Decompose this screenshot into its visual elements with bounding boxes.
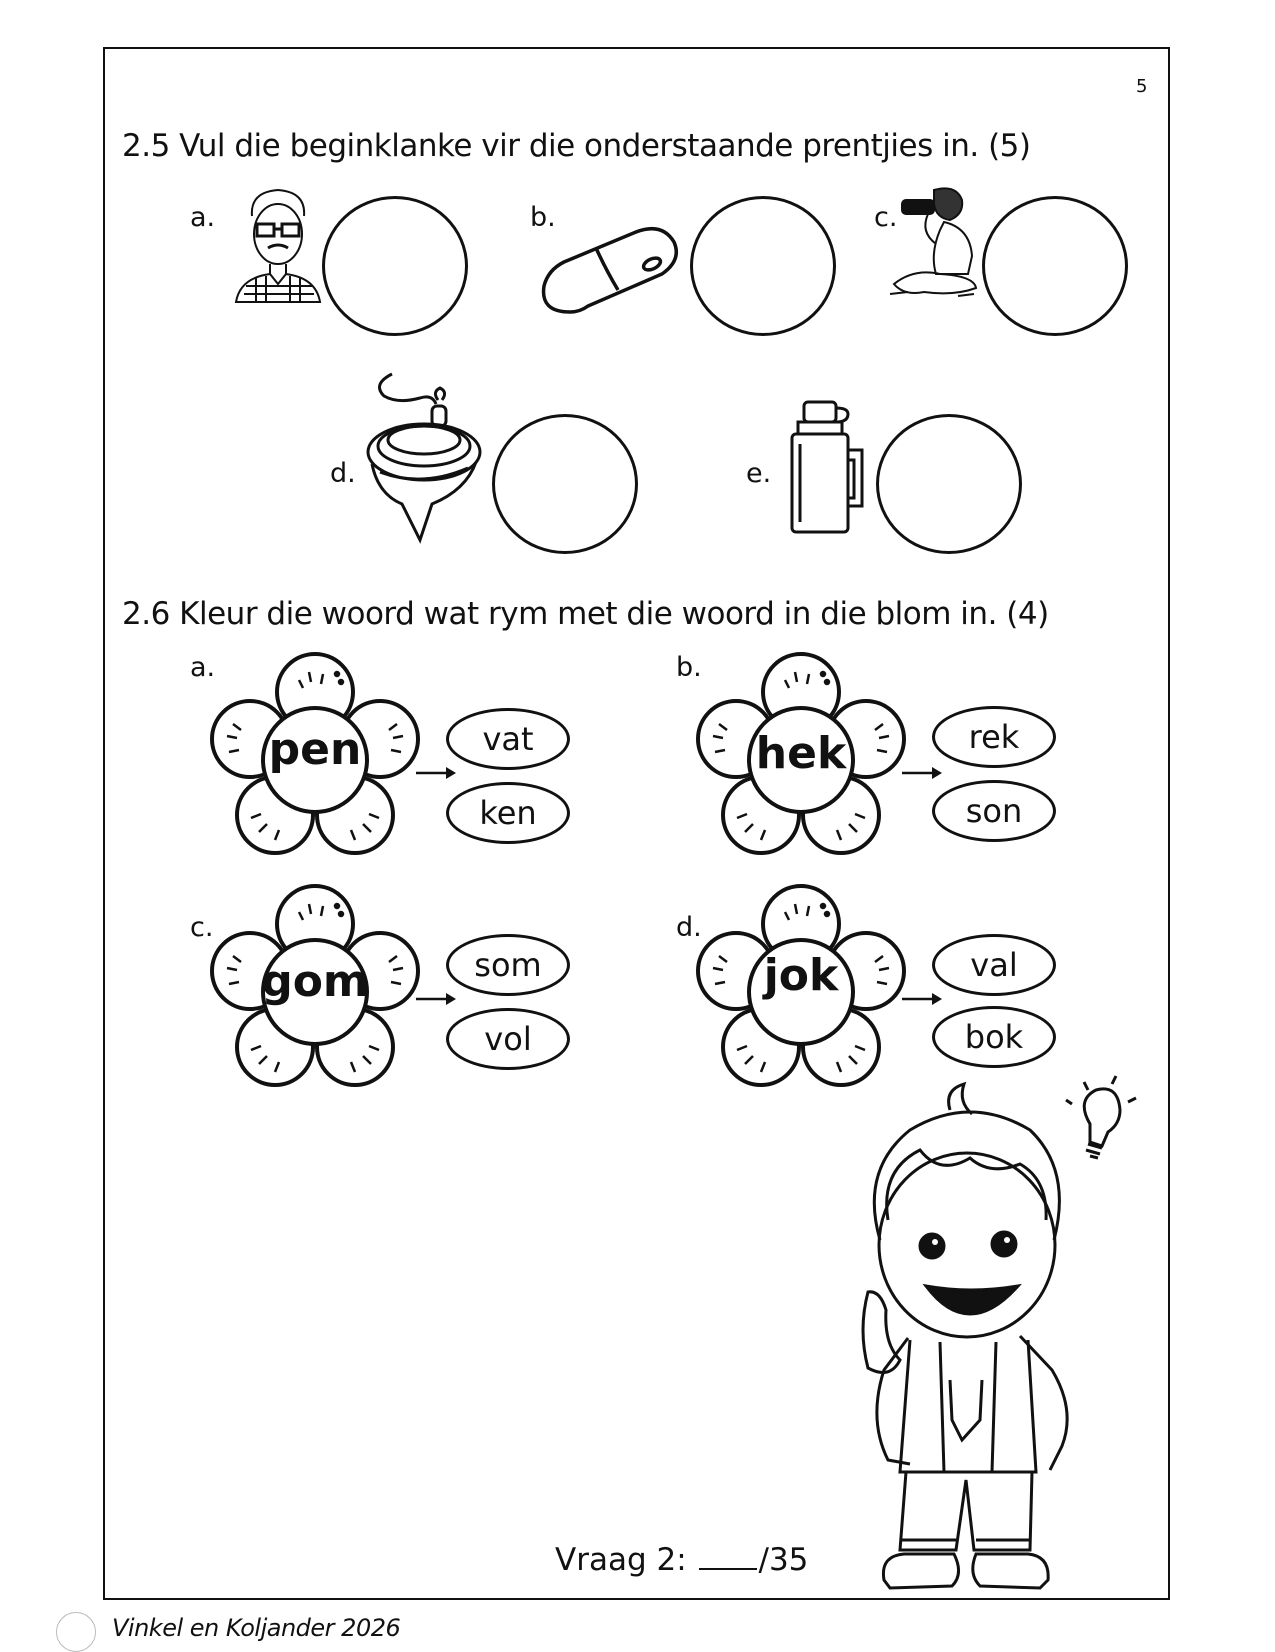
footer-brand: Vinkel en Koljander 2026 — [112, 1614, 401, 1642]
arrow-c — [416, 992, 456, 1006]
option-b-2[interactable]: son — [932, 780, 1056, 842]
spinning-top-icon — [362, 364, 484, 544]
brand-logo-icon — [56, 1612, 96, 1652]
q25-label-e: e. — [746, 458, 772, 489]
question-2-5-title: 2.5 Vul die beginklanke vir die onderstaande prentjies in. (5) — [122, 128, 1031, 164]
q25-label-a: a. — [190, 202, 216, 233]
q26-label-b: b. — [676, 652, 702, 683]
flower-word-b: hek — [755, 728, 847, 779]
option-c-1[interactable]: som — [446, 934, 570, 996]
q26-label-d: d. — [676, 912, 702, 943]
arrow-b — [902, 766, 942, 780]
answer-circle-d[interactable] — [492, 414, 638, 554]
q26-label-a: a. — [190, 652, 216, 683]
arrow-d — [902, 992, 942, 1006]
score-line — [555, 1542, 808, 1578]
question-2-6-title: 2.6 Kleur die woord wat rym met die woord in die blom in. (4) — [122, 596, 1049, 632]
option-b-1[interactable]: rek — [932, 706, 1056, 768]
flask-icon — [784, 400, 866, 536]
option-c-2[interactable]: vol — [446, 1008, 570, 1070]
answer-circle-c[interactable] — [982, 196, 1128, 336]
answer-circle-b[interactable] — [690, 196, 836, 336]
answer-circle-a[interactable] — [322, 196, 468, 336]
flower-word-d: jok — [763, 950, 839, 1001]
q26-label-c: c. — [190, 912, 214, 943]
boy-with-binoculars-icon — [884, 184, 984, 304]
option-a-2[interactable]: ken — [446, 782, 570, 844]
score-blank-field[interactable] — [699, 1568, 757, 1570]
option-d-1[interactable]: val — [932, 934, 1056, 996]
q25-label-d: d. — [330, 458, 356, 489]
q25-label-c: c. — [874, 202, 898, 233]
page-number: 5 — [1136, 76, 1148, 97]
option-d-2[interactable]: bok — [932, 1006, 1056, 1068]
man-with-glasses-icon — [232, 186, 324, 304]
pill-icon — [540, 226, 682, 316]
arrow-a — [416, 766, 456, 780]
option-a-1[interactable]: vat — [446, 708, 570, 770]
flower-word-a: pen — [268, 724, 362, 775]
thinking-boy-icon — [840, 1080, 1140, 1595]
score-total: /35 — [758, 1542, 809, 1578]
q25-label-b: b. — [530, 202, 556, 233]
score-prefix: Vraag 2: — [555, 1542, 687, 1578]
flower-word-c: gom — [261, 956, 369, 1007]
answer-circle-e[interactable] — [876, 414, 1022, 554]
